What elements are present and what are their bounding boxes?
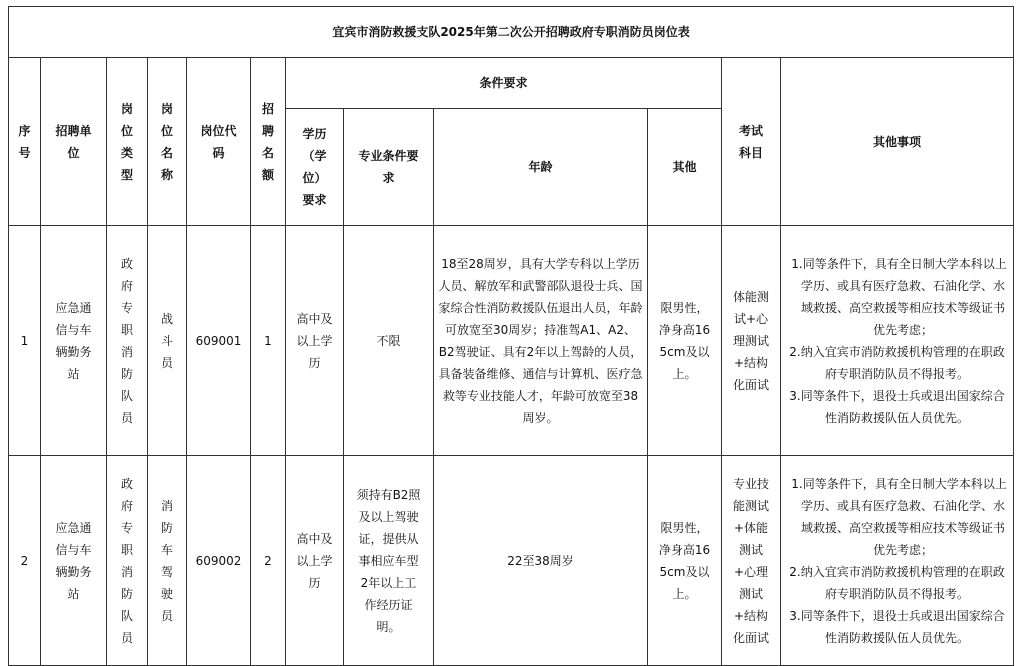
row-unit: 应急通 信与车 辆勤务 站 xyxy=(41,456,107,666)
page-title: 宜宾市消防救援支队2025年第二次公开招聘政府专职消防员岗位表 xyxy=(9,7,1014,58)
row-seq: 2 xyxy=(9,456,41,666)
recruitment-table xyxy=(8,6,1014,666)
note-item: 2.纳入宜宾市消防救援机构管理的在职政府专职消防队员不得报考。 xyxy=(789,564,1005,601)
header-exam: 考试 科目 xyxy=(722,58,781,226)
header-major: 专业条件要 求 xyxy=(344,109,434,226)
row-education: 高中及 以上学 历 xyxy=(286,456,344,666)
row-post-code: 609002 xyxy=(187,456,251,666)
row-education: 高中及 以上学 历 xyxy=(286,226,344,456)
row-other: 限男性， 净身高16 5cm及以 上。 xyxy=(648,456,722,666)
row-notes xyxy=(781,456,1014,666)
header-count: 招 聘 名 额 xyxy=(251,58,286,226)
header-conditions: 条件要求 xyxy=(286,58,722,109)
header-post-code: 岗位代 码 xyxy=(187,58,251,226)
header-age: 年龄 xyxy=(434,109,648,226)
header-unit: 招聘单 位 xyxy=(41,58,107,226)
row-exam: 专业技 能测试 +体能 测试 +心理 测试 +结构 化面试 xyxy=(722,456,781,666)
header-notes: 其他事项 xyxy=(781,58,1014,226)
row-age: 22至38周岁 xyxy=(434,456,648,666)
row-major: 须持有B2照 及以上驾驶 证，提供从 事相应车型 2年以上工 作经历证 明。 xyxy=(344,456,434,666)
row-post-name: 消 防 车 驾 驶 员 xyxy=(148,456,187,666)
note-item: 3.同等条件下，退役士兵或退出国家综合性消防救援队伍人员优先。 xyxy=(789,608,1005,645)
note-item: 1.同等条件下，具有全日制大学本科以上学历、或具有医疗急救、石油化学、水域救援、高空救援等相应技术等级证书优先考虑； xyxy=(791,256,1007,337)
row-post-code: 609001 xyxy=(187,226,251,456)
table-row xyxy=(9,226,1014,456)
row-count: 2 xyxy=(251,456,286,666)
row-unit: 应急通 信与车 辆勤务 站 xyxy=(41,226,107,456)
row-seq: 1 xyxy=(9,226,41,456)
header-other: 其他 xyxy=(648,109,722,226)
row-major: 不限 xyxy=(344,226,434,456)
note-item: 1.同等条件下，具有全日制大学本科以上学历、或具有医疗急救、石油化学、水域救援、高空救援等相应技术等级证书优先考虑； xyxy=(791,476,1007,557)
row-other: 限男性， 净身高16 5cm及以 上。 xyxy=(648,226,722,456)
note-item: 2.纳入宜宾市消防救援机构管理的在职政府专职消防队员不得报考。 xyxy=(789,344,1005,381)
row-exam: 体能测 试+心 理测试 +结构 化面试 xyxy=(722,226,781,456)
row-post-type: 政 府 专 职 消 防 队 员 xyxy=(107,456,148,666)
header-education: 学历 （学 位） 要求 xyxy=(286,109,344,226)
header-post-type: 岗 位 类 型 xyxy=(107,58,148,226)
table-row xyxy=(9,456,1014,666)
row-post-type: 政 府 专 职 消 防 队 员 xyxy=(107,226,148,456)
row-notes xyxy=(781,226,1014,456)
note-item: 3.同等条件下，退役士兵或退出国家综合性消防救援队伍人员优先。 xyxy=(789,388,1005,425)
header-post-name: 岗 位 名 称 xyxy=(148,58,187,226)
row-age: 18至28周岁，具有大学专科以上学历人员、解放军和武警部队退役士兵、国家综合性消防救援队伍退出人员，年龄可放宽至30周岁；持准驾A1、A2、B2驾驶证、具有2年以上驾龄的人员，具备装备维修、通信与计算机、医疗急救等专业技能人才，年龄可放宽至38周岁。 xyxy=(434,226,648,456)
row-post-name: 战 斗 员 xyxy=(148,226,187,456)
row-count: 1 xyxy=(251,226,286,456)
header-seq: 序 号 xyxy=(9,58,41,226)
